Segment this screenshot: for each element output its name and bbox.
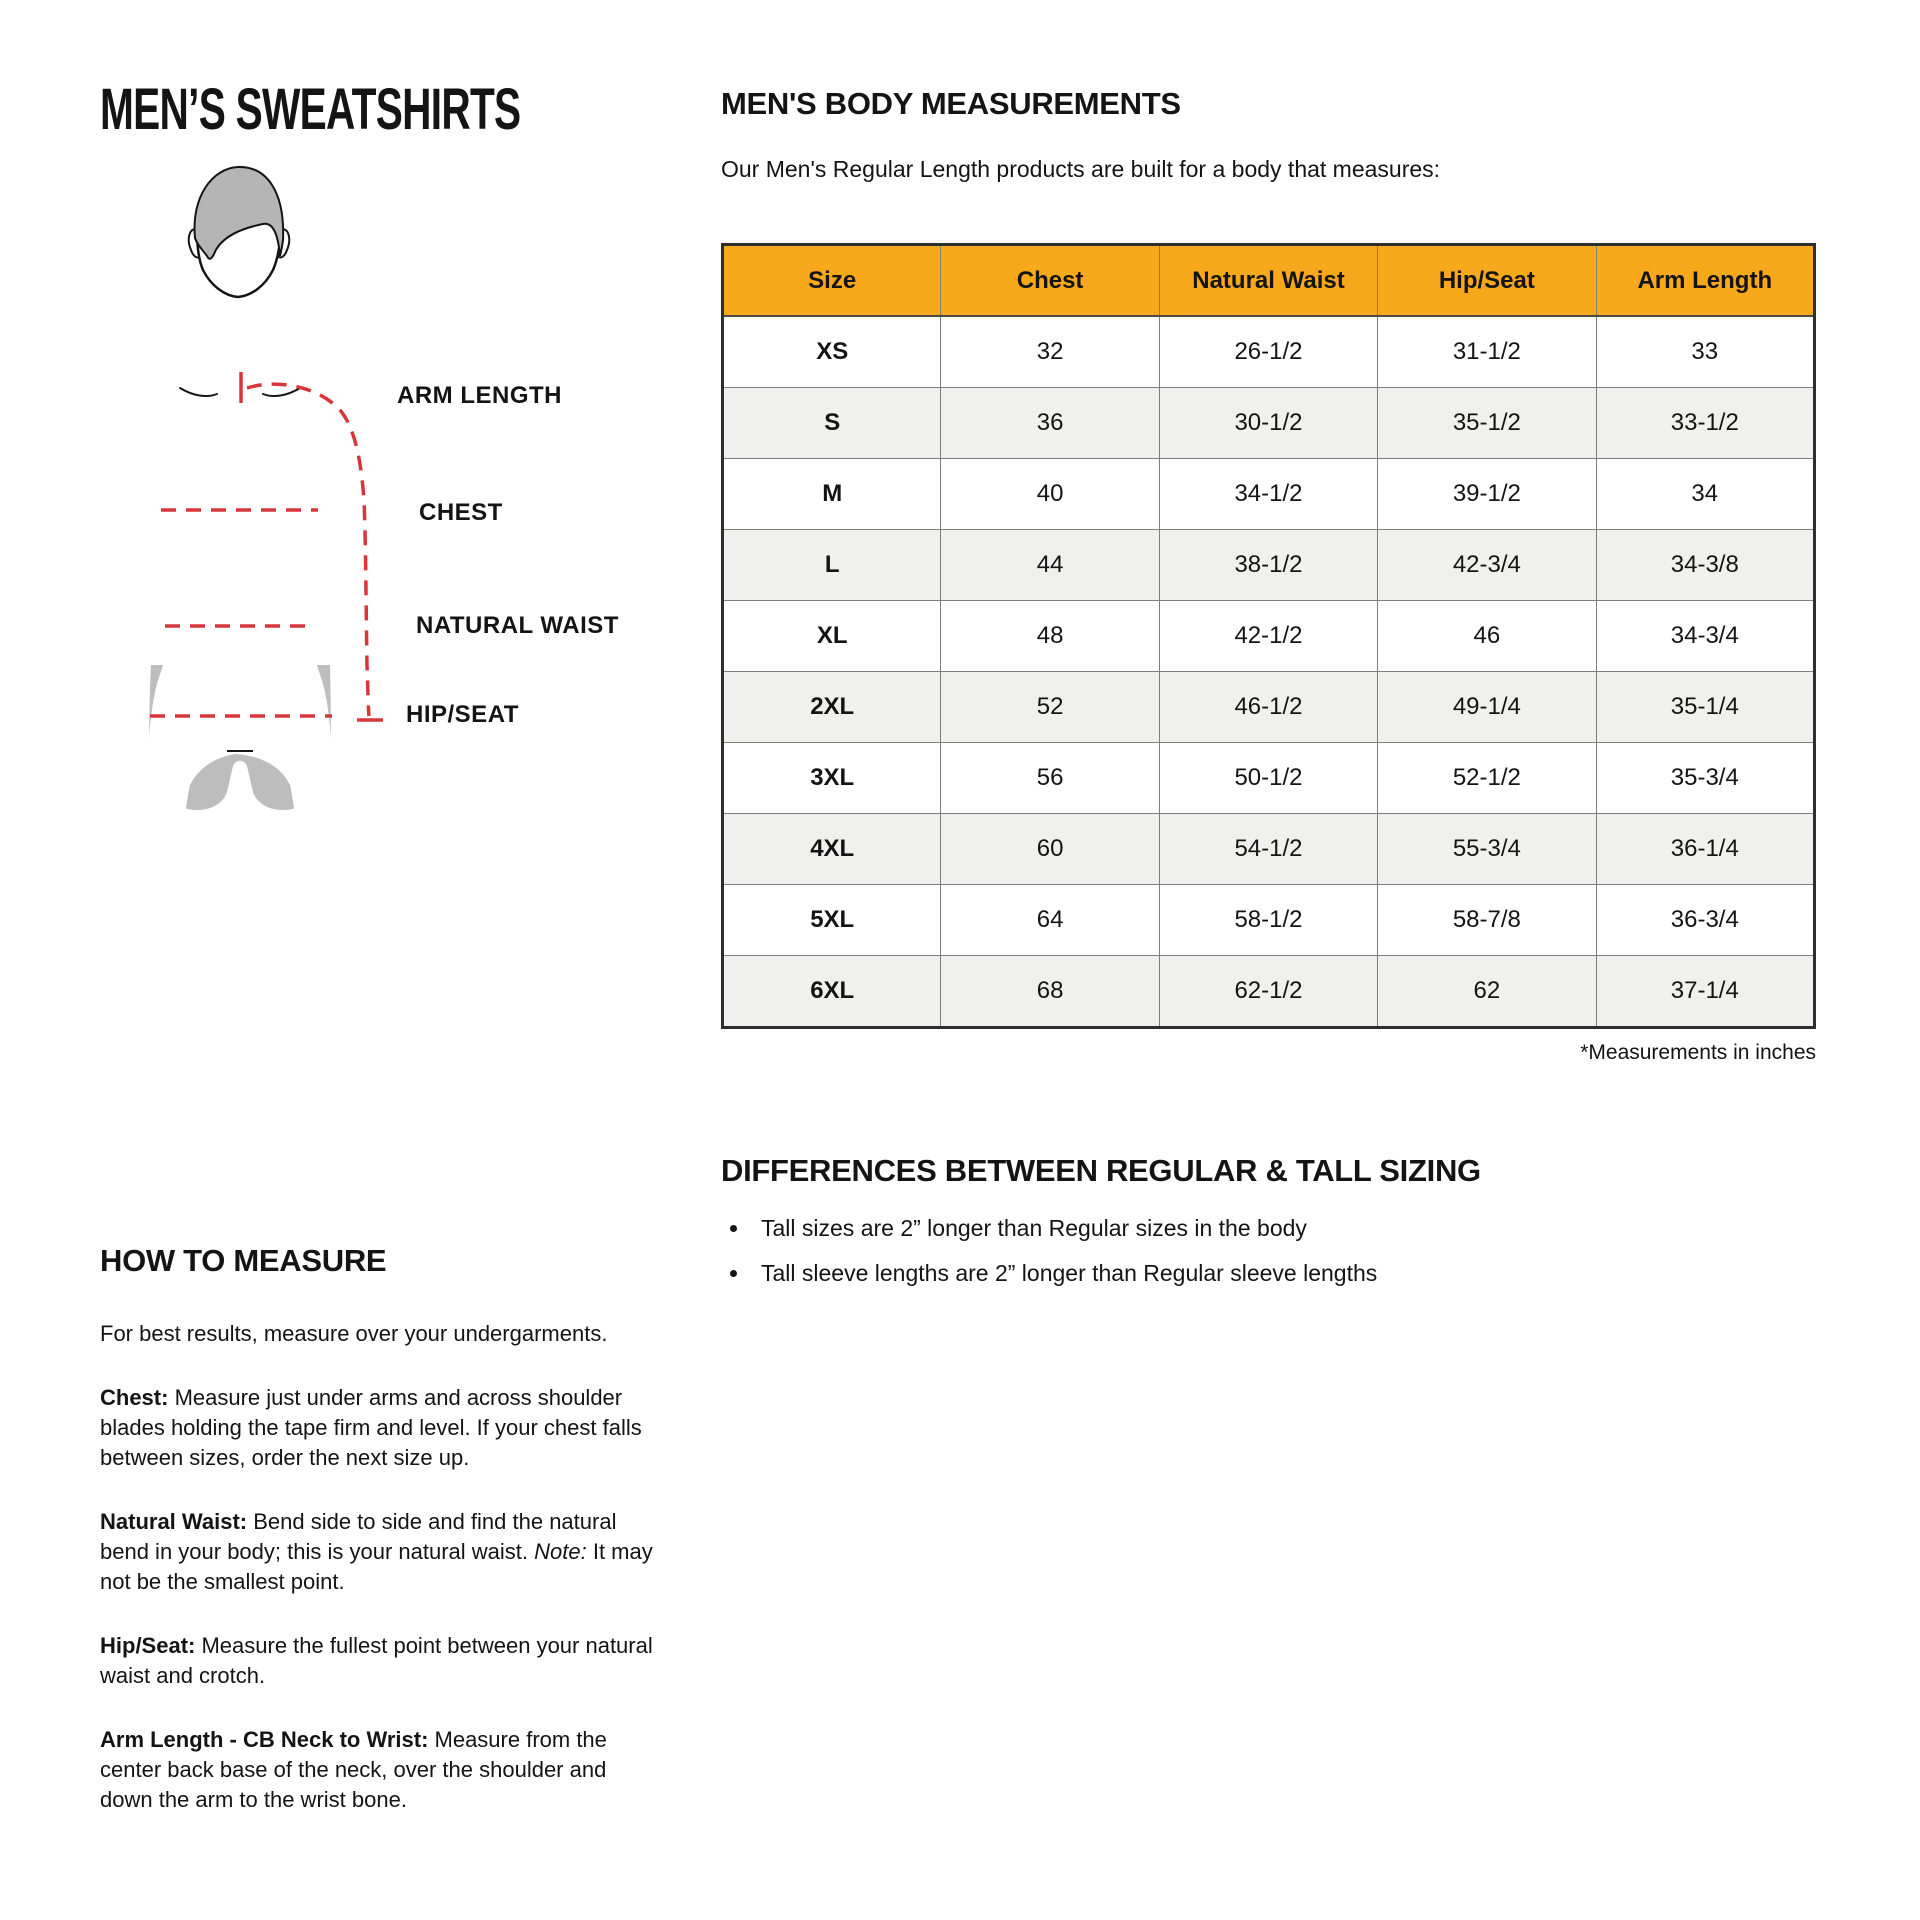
value-cell: 52-1/2 [1378,743,1596,814]
table-row [723,316,1815,388]
table-row [723,814,1815,885]
value-cell: 32 [941,316,1159,388]
size-cell: S [723,388,941,459]
table-row [723,459,1815,530]
value-cell: 34 [1596,459,1814,530]
size-cell: 4XL [723,814,941,885]
value-cell: 46-1/2 [1159,672,1377,743]
value-cell: 34-3/4 [1596,601,1814,672]
size-cell: XS [723,316,941,388]
howto-paragraph: Natural Waist: Bend side to side and find the natural bend in your body; this is your natural waist. Note: It may not be the smallest point. [100,1509,653,1594]
bullet-item: • Tall sizes are 2” longer than Regular sizes in the body [751,1215,1816,1242]
value-cell: 60 [941,814,1159,885]
value-cell: 44 [941,530,1159,601]
size-cell: 5XL [723,885,941,956]
size-cell: 6XL [723,956,941,1028]
bullet-item: • Tall sleeve lengths are 2” longer than Regular sleeve lengths [751,1260,1816,1287]
column-header: Hip/Seat [1378,245,1596,317]
measurements-section [721,70,1816,1305]
size-cell: L [723,530,941,601]
how-to-measure-section [100,1243,660,1815]
howto-paragraph: Hip/Seat: Measure the fullest point between your natural waist and crotch. [100,1633,653,1688]
value-cell: 64 [941,885,1159,956]
measurement-figure [85,160,660,1190]
measurements-heading: MEN'S BODY MEASUREMENTS [721,86,1181,121]
body-figure-illustration [85,160,445,1190]
differences-heading: DIFFERENCES BETWEEN REGULAR & TALL SIZING [721,1153,1481,1188]
value-cell: 33-1/2 [1596,388,1814,459]
differences-list [721,1215,1816,1287]
value-cell: 46 [1378,601,1596,672]
table-row [723,743,1815,814]
figure-label-natural-waist: NATURAL WAIST [416,612,619,639]
value-cell: 37-1/4 [1596,956,1814,1028]
figure-label-arm-length: ARM LENGTH [397,382,562,409]
howto-paragraph: Chest: Measure just under arms and across shoulder blades holding the tape firm and level. If your chest falls between sizes, order the next size up. [100,1385,642,1470]
value-cell: 30-1/2 [1159,388,1377,459]
value-cell: 34-3/8 [1596,530,1814,601]
value-cell: 36 [941,388,1159,459]
table-row [723,956,1815,1028]
measurements-footnote: *Measurements in inches [1580,1041,1816,1064]
value-cell: 42-3/4 [1378,530,1596,601]
value-cell: 50-1/2 [1159,743,1377,814]
table-row [723,672,1815,743]
value-cell: 36-3/4 [1596,885,1814,956]
value-cell: 54-1/2 [1159,814,1377,885]
value-cell: 36-1/4 [1596,814,1814,885]
value-cell: 68 [941,956,1159,1028]
figure-label-chest: CHEST [419,499,503,526]
table-row [723,601,1815,672]
value-cell: 39-1/2 [1378,459,1596,530]
value-cell: 58-1/2 [1159,885,1377,956]
table-row [723,530,1815,601]
column-header: Natural Waist [1159,245,1377,317]
table-row [723,885,1815,956]
value-cell: 35-1/4 [1596,672,1814,743]
size-chart-header [723,245,1815,317]
value-cell: 58-7/8 [1378,885,1596,956]
value-cell: 56 [941,743,1159,814]
value-cell: 38-1/2 [1159,530,1377,601]
value-cell: 26-1/2 [1159,316,1377,388]
value-cell: 48 [941,601,1159,672]
size-cell: 2XL [723,672,941,743]
value-cell: 40 [941,459,1159,530]
table-row [723,388,1815,459]
size-cell: 3XL [723,743,941,814]
value-cell: 42-1/2 [1159,601,1377,672]
size-cell: M [723,459,941,530]
value-cell: 52 [941,672,1159,743]
column-header: Size [723,245,941,317]
value-cell: 33 [1596,316,1814,388]
figure-label-hip-seat: HIP/SEAT [406,701,519,728]
value-cell: 34-1/2 [1159,459,1377,530]
value-cell: 31-1/2 [1378,316,1596,388]
value-cell: 35-1/2 [1378,388,1596,459]
value-cell: 62 [1378,956,1596,1028]
value-cell: 49-1/4 [1378,672,1596,743]
measurements-intro: Our Men's Regular Length products are built for a body that measures: [721,156,1441,182]
page-title: MEN’S SWEATSHIRTS [100,77,521,142]
value-cell: 62-1/2 [1159,956,1377,1028]
size-cell: XL [723,601,941,672]
size-chart-table [721,243,1816,1029]
howto-paragraphs [100,1383,660,1815]
column-header: Arm Length [1596,245,1814,317]
column-header: Chest [941,245,1159,317]
value-cell: 55-3/4 [1378,814,1596,885]
value-cell: 35-3/4 [1596,743,1814,814]
howto-intro: For best results, measure over your undergarments. [100,1321,608,1346]
howto-paragraph: Arm Length - CB Neck to Wrist: Measure from the center back base of the neck, over the shoulder and down the arm to the wrist bone. [100,1727,607,1812]
howto-heading: HOW TO MEASURE [100,1243,387,1278]
